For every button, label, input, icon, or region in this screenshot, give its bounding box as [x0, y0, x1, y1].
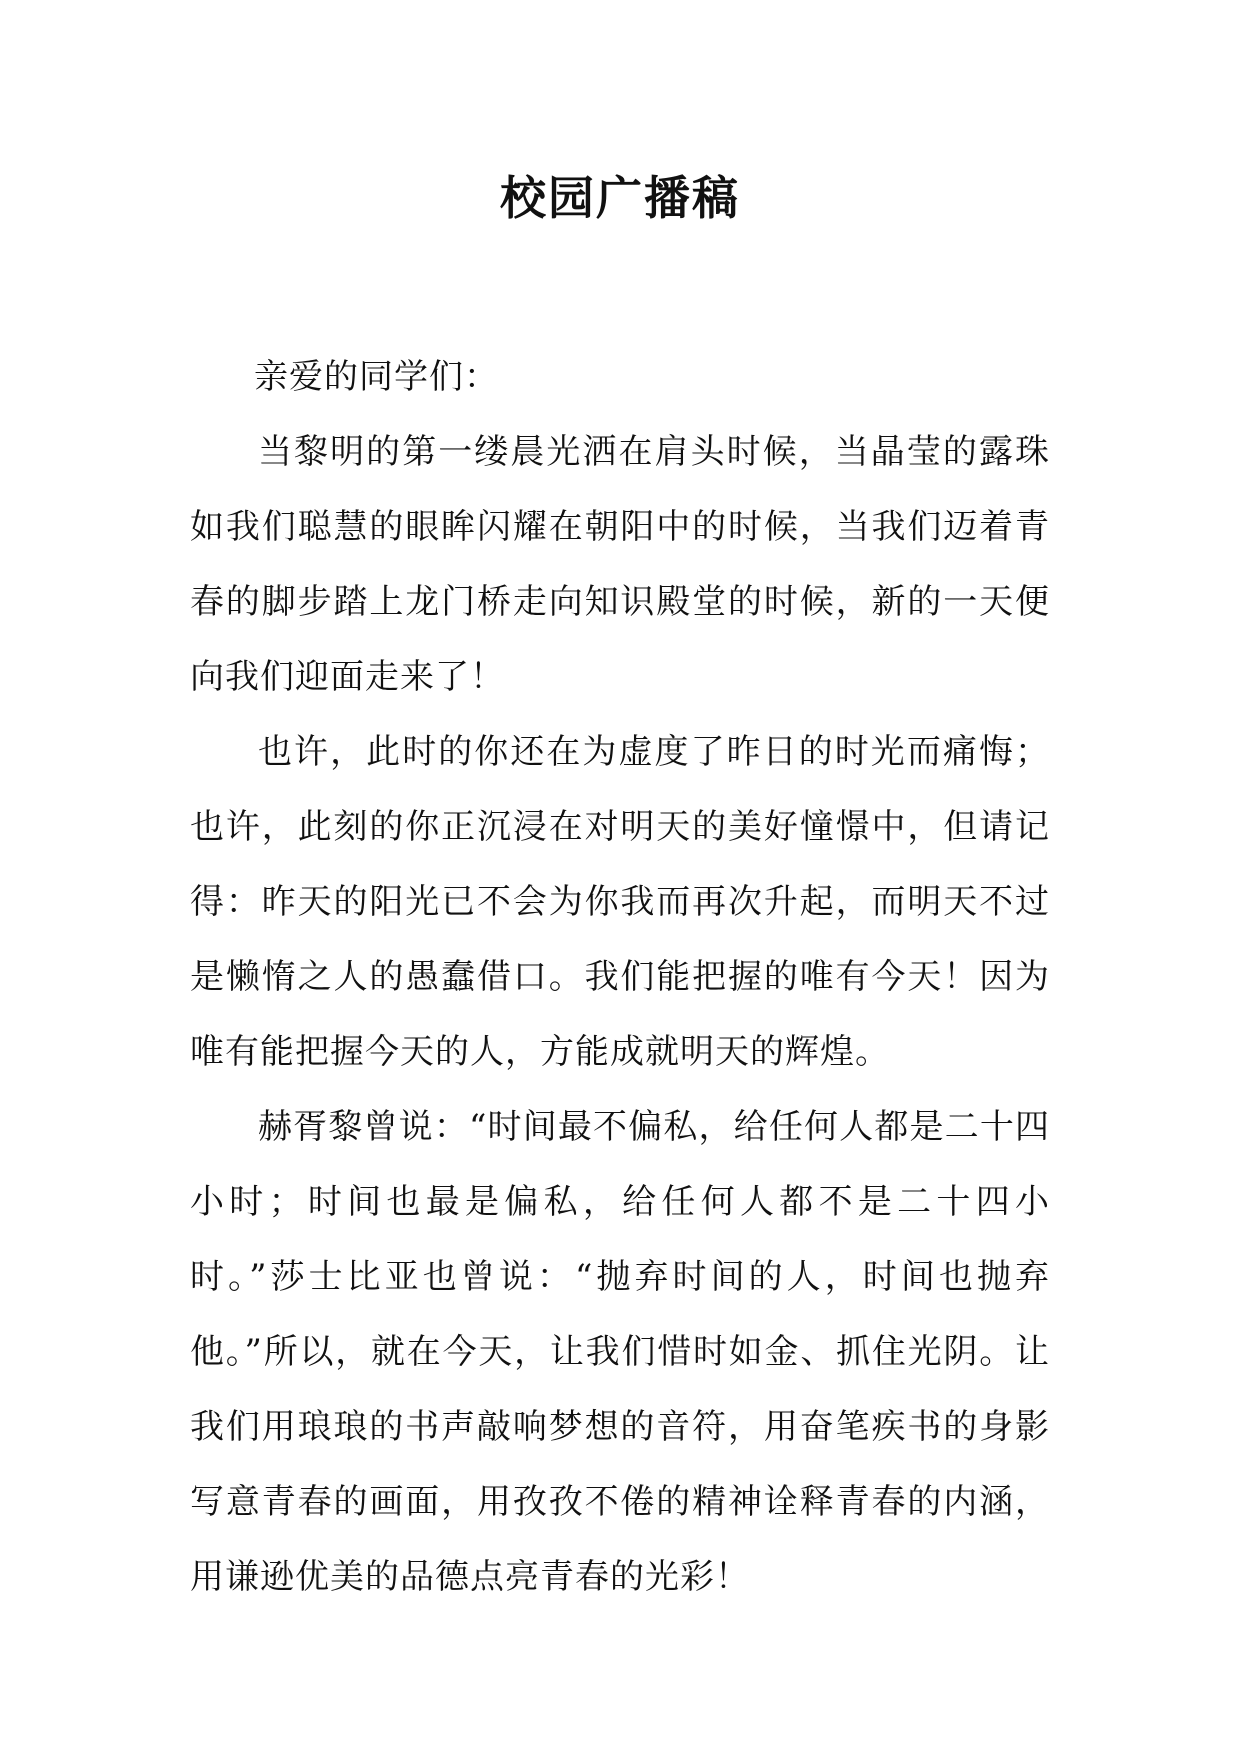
- greeting-line: 亲爱的同学们：: [254, 357, 499, 397]
- paragraph-3: 赫胥黎曾说：“时间最不偏私，给任何人都是二十四小时；时间也最是偏私，给任何人都不是二十四小时。”莎士比亚也曾说：“抛弃时间的人，时间也抛弃他。”所以，就在今天，让我们惜时如金、抓住光阴。让我们用琅琅的书声敲响梦想的音符，用奋笔疾书的身影写意青春的画面，用孜孜不倦的精神诠释青春的内涵，用谦逊优美的品德点亮青春的光彩！: [190, 1107, 1050, 1597]
- page-title: 校园广播稿: [500, 171, 740, 225]
- document-body: [190, 340, 1050, 1615]
- paragraph-1: 当黎明的第一缕晨光洒在肩头时候，当晶莹的露珠如我们聪慧的眼眸闪耀在朝阳中的时候，当我们迈着青春的脚步踏上龙门桥走向知识殿堂的时候，新的一天便向我们迎面走来了！: [190, 432, 1050, 697]
- paragraph-2: 也许，此时的你还在为虚度了昨日的时光而痛悔；也许，此刻的你正沉浸在对明天的美好憧憬中，但请记得：昨天的阳光已不会为你我而再次升起，而明天不过是懒惰之人的愚蠢借口。我们能把握的唯有今天！因为唯有能把握今天的人，方能成就明天的辉煌。: [190, 732, 1050, 1072]
